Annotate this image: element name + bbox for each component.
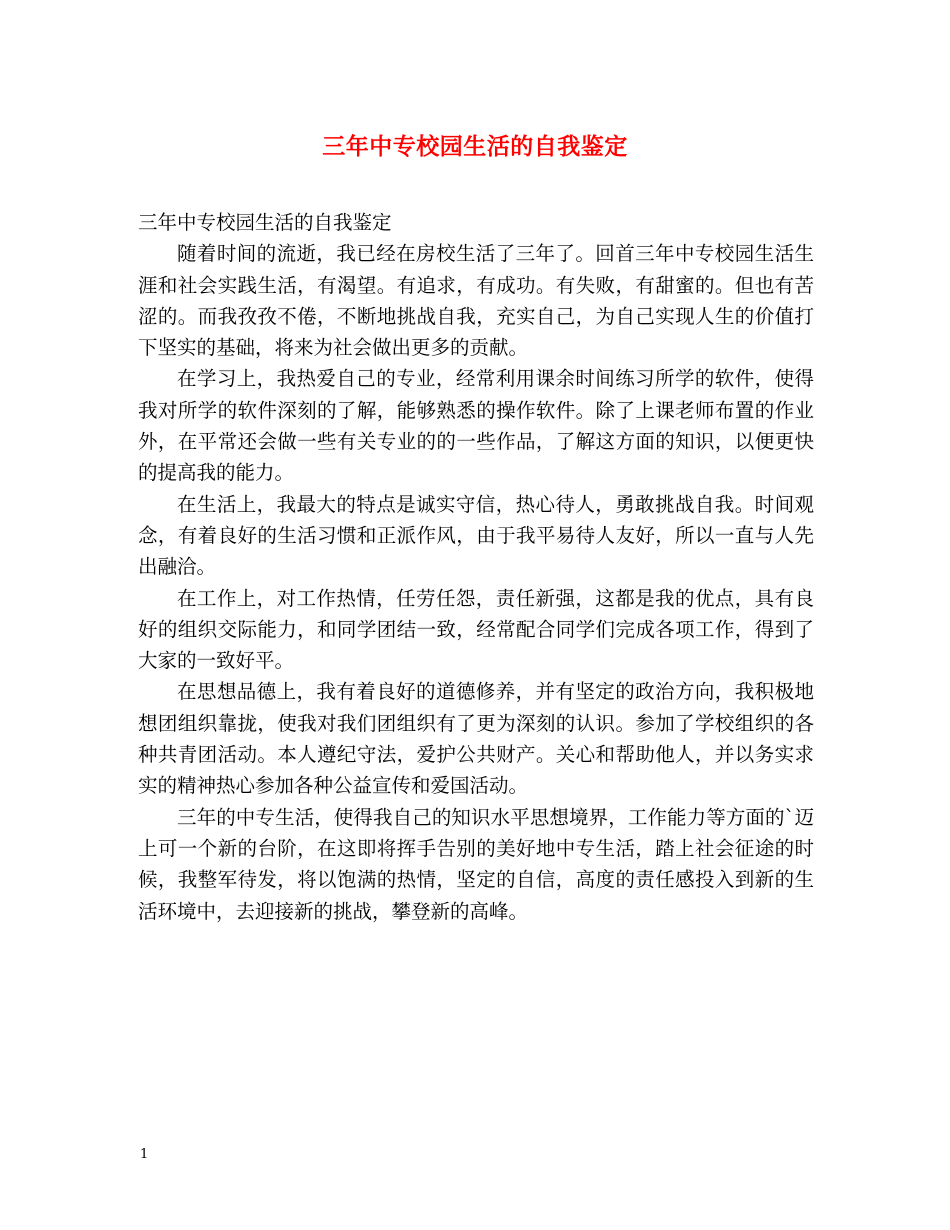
paragraph-conclusion: 三年的中专生活，使得我自己的知识水平思想境界，工作能力等方面的`迈上可一个新的台阶，在这即将挥手告别的美好地中专生活，踏上社会征途的时候，我整军待发，将以饱满的热情，坚定的自信，高度的责任感投入到新的生活环境中，去迎接新的挑战，攀登新的高峰。	[138, 805, 814, 923]
document-subheading: 三年中专校园生活的自我鉴定	[138, 211, 392, 234]
paragraph-work: 在工作上，对工作热情，任劳任怨，责任新强，这都是我的优点，具有良好的组织交际能力，和同学团结一致，经常配合同学们完成各项工作，得到了大家的一致好平。	[138, 586, 814, 673]
paragraph-study: 在学习上，我热爱自己的专业，经常利用课余时间练习所学的软件，使得我对所学的软件深刻的了解，能够熟悉的操作软件。除了上课老师布置的作业外，在平常还会做一些有关专业的的一些作品，了解这方面的知识，以便更快的提高我的能力。	[138, 367, 814, 485]
document-body	[138, 207, 814, 927]
document-title: 三年中专校园生活的自我鉴定	[322, 133, 628, 160]
paragraph-life: 在生活上，我最大的特点是诚实守信，热心待人，勇敢挑战自我。时间观念，有着良好的生活习惯和正派作风，由于我平易待人友好，所以一直与人先出融洽。	[138, 492, 814, 579]
paragraph-intro: 随着时间的流逝，我已经在房校生活了三年了。回首三年中专校园生活生涯和社会实践生活，有渴望。有追求，有成功。有失败，有甜蜜的。但也有苦涩的。而我孜孜不倦，不断地挑战自我，充实自己，为自己实现人生的价值打下坚实的基础，将来为社会做出更多的贡献。	[138, 242, 814, 360]
paragraph-morality: 在思想品德上，我有着良好的道德修养，并有坚定的政治方向，我积极地想团组织靠拢，使我对我们团组织有了更为深刻的认识。参加了学校组织的各种共青团活动。本人遵纪守法，爱护公共财产。关心和帮助他人，并以务实求实的精神热心参加各种公益宣传和爱国活动。	[138, 680, 814, 798]
page-number: 1	[140, 1147, 149, 1162]
